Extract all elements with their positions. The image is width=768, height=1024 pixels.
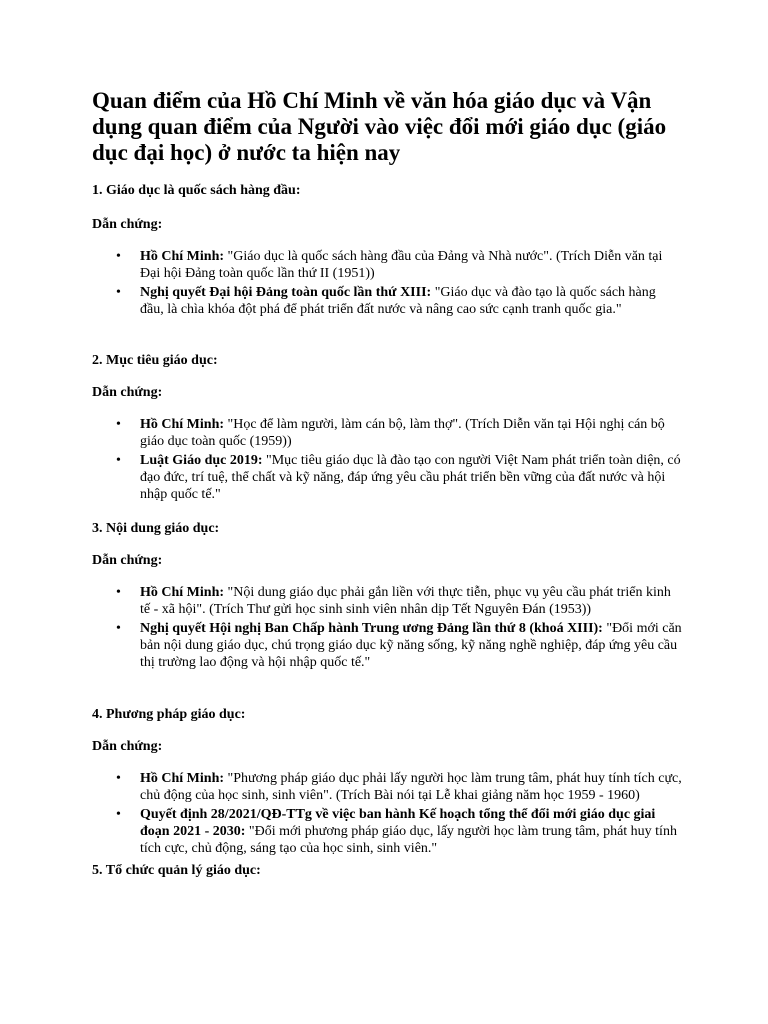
- citation-source: Nghị quyết Hội nghị Ban Chấp hành Trung ương Đảng lần thứ 8 (khoá XIII):: [140, 621, 603, 636]
- section-heading: 5. Tổ chức quản lý giáo dục:: [92, 863, 261, 878]
- citation-text: "Giáo dục là quốc sách hàng đầu của Đảng và Nhà nước". (Trích Diễn văn tại Đại hội Đảng toàn quốc lần thứ II (1951)): [140, 249, 663, 281]
- page-title: Quan điểm của Hồ Chí Minh về văn hóa giáo dục và Vận dụng quan điểm của Người vào việc đổi mới giáo dục (giáo dục đại học) ở nước ta hiện nay: [92, 88, 667, 165]
- evidence-label: Dẫn chứng:: [92, 217, 163, 232]
- section-heading: 2. Mục tiêu giáo dục:: [92, 353, 218, 368]
- citation-source: Hồ Chí Minh:: [140, 417, 225, 432]
- evidence-list: [92, 248, 682, 320]
- citation-text: "Đổi mới phương pháp giáo dục, lấy người học làm trung tâm, phát huy tính tích cực, chủ động, sáng tạo của học sinh, sinh viên.": [140, 824, 677, 856]
- citation-text: "Đổi mới căn bản nội dung giáo dục, chú trọng giáo dục kỹ năng sống, kỹ năng nghề nghiệp, đáp ứng yêu cầu thị trường lao động và hội nhập quốc tế.": [140, 621, 682, 670]
- bullet-icon: •: [116, 249, 121, 264]
- list-item: [92, 770, 682, 804]
- evidence-list: [92, 770, 682, 859]
- evidence-list: [92, 416, 682, 505]
- section-heading: 4. Phương pháp giáo dục:: [92, 707, 246, 722]
- bullet-icon: •: [116, 453, 121, 468]
- section-heading: 1. Giáo dục là quốc sách hàng đầu:: [92, 183, 301, 198]
- citation-source: Quyết định 28/2021/QĐ-TTg về việc ban hành Kế hoạch tổng thể đổi mới giáo dục giai đoạn 2021 - 2030:: [140, 807, 656, 839]
- bullet-icon: •: [116, 585, 121, 600]
- list-item: [92, 806, 682, 857]
- section-heading: 3. Nội dung giáo dục:: [92, 521, 220, 536]
- list-item: [92, 452, 682, 503]
- list-item: [92, 284, 682, 318]
- evidence-label: Dẫn chứng:: [92, 385, 163, 400]
- citation-text: "Mục tiêu giáo dục là đào tạo con người Việt Nam phát triển toàn diện, có đạo đức, trí tuệ, thể chất và kỹ năng, đáp ứng yêu cầu phát triển bền vững của đất nước và hội nhập quốc tế.": [140, 453, 681, 502]
- citation-text: "Phương pháp giáo dục phải lấy người học làm trung tâm, phát huy tính tích cực, chủ động của học sinh, sinh viên". (Trích Bài nói tại Lễ khai giảng năm học 1959 - 1960): [140, 771, 682, 803]
- citation-source: Hồ Chí Minh:: [140, 771, 225, 786]
- bullet-icon: •: [116, 417, 121, 432]
- list-item: [92, 416, 682, 450]
- bullet-icon: •: [116, 621, 121, 636]
- evidence-label: Dẫn chứng:: [92, 553, 163, 568]
- citation-text: "Học để làm người, làm cán bộ, làm thợ". (Trích Diễn văn tại Hội nghị cán bộ giáo dục toàn quốc (1959)): [140, 417, 665, 449]
- list-item: [92, 584, 682, 618]
- list-item: [92, 248, 682, 282]
- evidence-list: [92, 584, 682, 673]
- citation-source: Luật Giáo dục 2019:: [140, 453, 263, 468]
- list-item: [92, 620, 682, 671]
- bullet-icon: •: [116, 771, 121, 786]
- document-page: [92, 88, 682, 166]
- citation-text: "Nội dung giáo dục phải gắn liền với thực tiễn, phục vụ yêu cầu phát triển kinh tế - xã hội". (Trích Thư gửi học sinh sinh viên nhân dịp Tết Nguyên Đán (1953)): [140, 585, 671, 617]
- citation-text: "Giáo dục và đào tạo là quốc sách hàng đầu, là chìa khóa đột phá để phát triển đất nước và nâng cao sức cạnh tranh quốc gia.": [140, 285, 656, 317]
- bullet-icon: •: [116, 285, 121, 300]
- citation-source: Hồ Chí Minh:: [140, 585, 225, 600]
- evidence-label: Dẫn chứng:: [92, 739, 163, 754]
- citation-source: Hồ Chí Minh:: [140, 249, 225, 264]
- citation-source: Nghị quyết Đại hội Đảng toàn quốc lần thứ XIII:: [140, 285, 432, 300]
- bullet-icon: •: [116, 807, 121, 822]
